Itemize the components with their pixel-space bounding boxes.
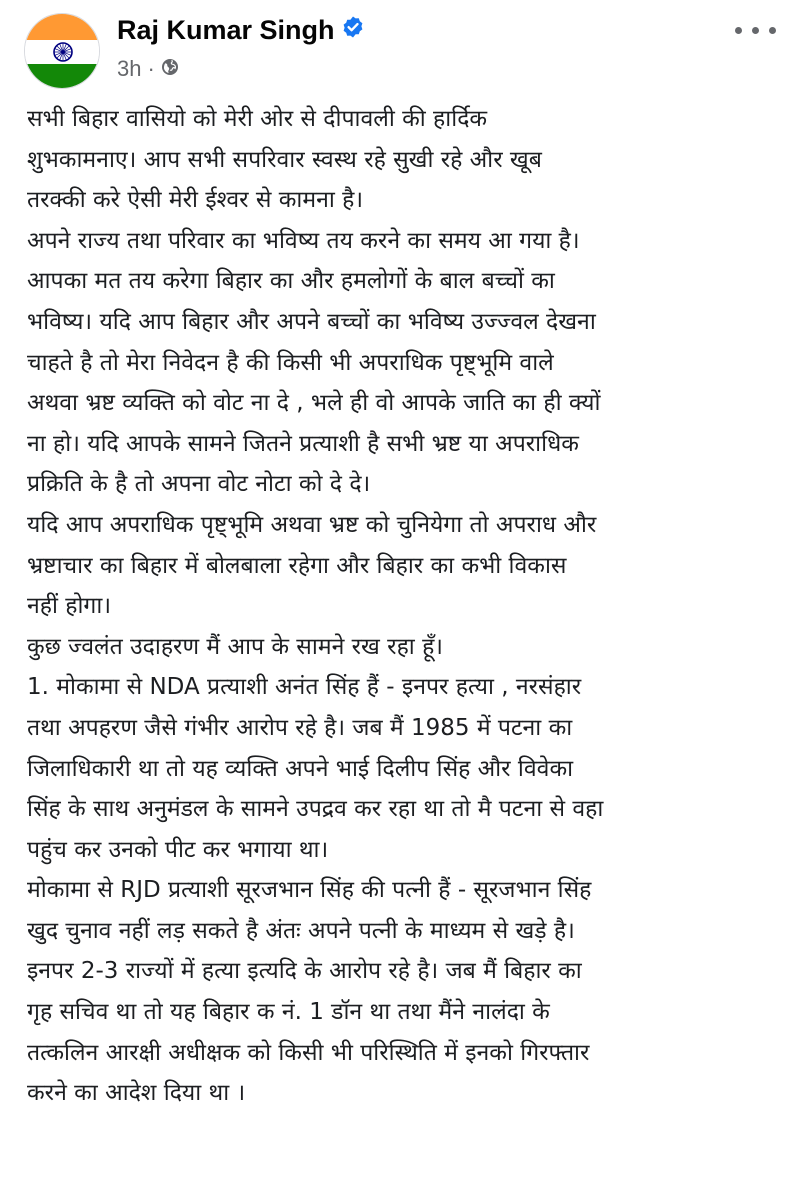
more-options-icon bbox=[735, 27, 742, 34]
post-text-line: भ्रष्टाचार का बिहार में बोलबाला रहेगा और बिहार का कभी विकास bbox=[27, 552, 567, 579]
more-options-icon bbox=[752, 27, 759, 34]
post-text bbox=[27, 99, 789, 1114]
indian-flag-icon bbox=[25, 14, 100, 89]
post-header bbox=[0, 0, 794, 96]
post-text-line: 1. मोकामा से NDA प्रत्याशी अनंत सिंह हैं - इनपर हत्या , नरसंहार bbox=[27, 674, 582, 701]
post-text-line: मोकामा से RJD प्रत्याशी सूरजभान सिंह की पत्नी हैं - सूरजभान सिंह bbox=[27, 877, 592, 904]
author-name[interactable]: Raj Kumar Singh bbox=[117, 15, 335, 45]
post-text-line: यदि आप अपराधिक पृष्ट्भूमि अथवा भ्रष्ट को चुनियेगा तो अपराध और bbox=[27, 511, 597, 538]
post-text-line: ना हो। यदि आपके सामने जितने प्रत्याशी है सभी भ्रष्ट या अपराधिक bbox=[27, 430, 579, 457]
post-text-line: प्रक्रिति के है तो अपना वोट नोटा को दे दे। bbox=[27, 471, 371, 498]
post-text-line: इनपर 2-3 राज्यों में हत्या इत्यदि के आरोप रहे है। जब मैं बिहार का bbox=[27, 958, 582, 985]
post-text-line: अथवा भ्रष्ट व्यक्ति को वोट ना दे , भले ही वो आपके जाति का ही क्यों bbox=[27, 390, 601, 417]
post-text-line: सभी बिहार वासियो को मेरी ओर से दीपावली की हार्दिक bbox=[27, 106, 488, 132]
post-text-line: चाहते है तो मेरा निवेदन है की किसी भी अपराधिक पृष्ट्भूमि वाले bbox=[27, 349, 554, 376]
globe-icon[interactable] bbox=[161, 56, 179, 82]
post-text-line: पहुंच कर उनको पीट कर भगाया था। bbox=[27, 836, 329, 863]
post-text-line: अपने राज्य तथा परिवार का भविष्य तय करने का समय आ गया है। bbox=[27, 227, 580, 254]
post-text-line: भविष्य। यदि आप बिहार और अपने बच्चों का भविष्य उज्ज्वल देखना bbox=[27, 308, 596, 335]
post-text-line: तथा अपहरण जैसे गंभीर आरोप रहे है। जब मैं 1985 में पटना का bbox=[27, 714, 573, 741]
more-options-button[interactable] bbox=[734, 18, 778, 42]
post-text-line: जिलाधिकारी था तो यह व्यक्ति अपने भाई दिलीप सिंह और विवेका bbox=[27, 755, 574, 782]
post-text-line: कुछ ज्वलंत उदाहरण मैं आप के सामने रख रहा हूँ। bbox=[27, 633, 443, 660]
meta-separator: · bbox=[147, 56, 155, 81]
post-text-line: गृह सचिव था तो यह बिहार क नं. 1 डॉन था तथा मैंने नालंदा के bbox=[27, 999, 550, 1026]
post-text-line: खुद चुनाव नहीं लड़ सकते है अंतः अपने पत्नी के माध्यम से खड़े है। bbox=[27, 917, 575, 944]
post-text-line: सिंह के साथ अनुमंडल के सामने उपद्रव कर रहा था तो मै पटना से वहा bbox=[27, 796, 604, 823]
post-text-line: तत्कलिन आरक्षी अधीक्षक को किसी भी परिस्थिति में इनको गिरफ्तार bbox=[27, 1039, 590, 1066]
verified-badge-icon bbox=[341, 14, 365, 46]
more-options-icon bbox=[769, 27, 776, 34]
author-name-row bbox=[117, 14, 365, 46]
avatar[interactable] bbox=[24, 13, 100, 89]
post-meta bbox=[117, 56, 179, 82]
post-text-line: तरक्की करे ऐसी मेरी ईश्वर से कामना है। bbox=[27, 187, 364, 214]
post-text-line: करने का आदेश दिया था । bbox=[27, 1080, 246, 1107]
post-text-line: आपका मत तय करेगा बिहार का और हमलोगों के बाल बच्चों का bbox=[27, 268, 555, 295]
post-text-line: शुभकामनाए। आप सभी सपरिवार स्वस्थ रहे सुखी रहे और खूब bbox=[27, 146, 542, 173]
post-text-line: नहीं होगा। bbox=[27, 593, 112, 620]
post-timestamp[interactable]: 3h bbox=[117, 56, 142, 81]
